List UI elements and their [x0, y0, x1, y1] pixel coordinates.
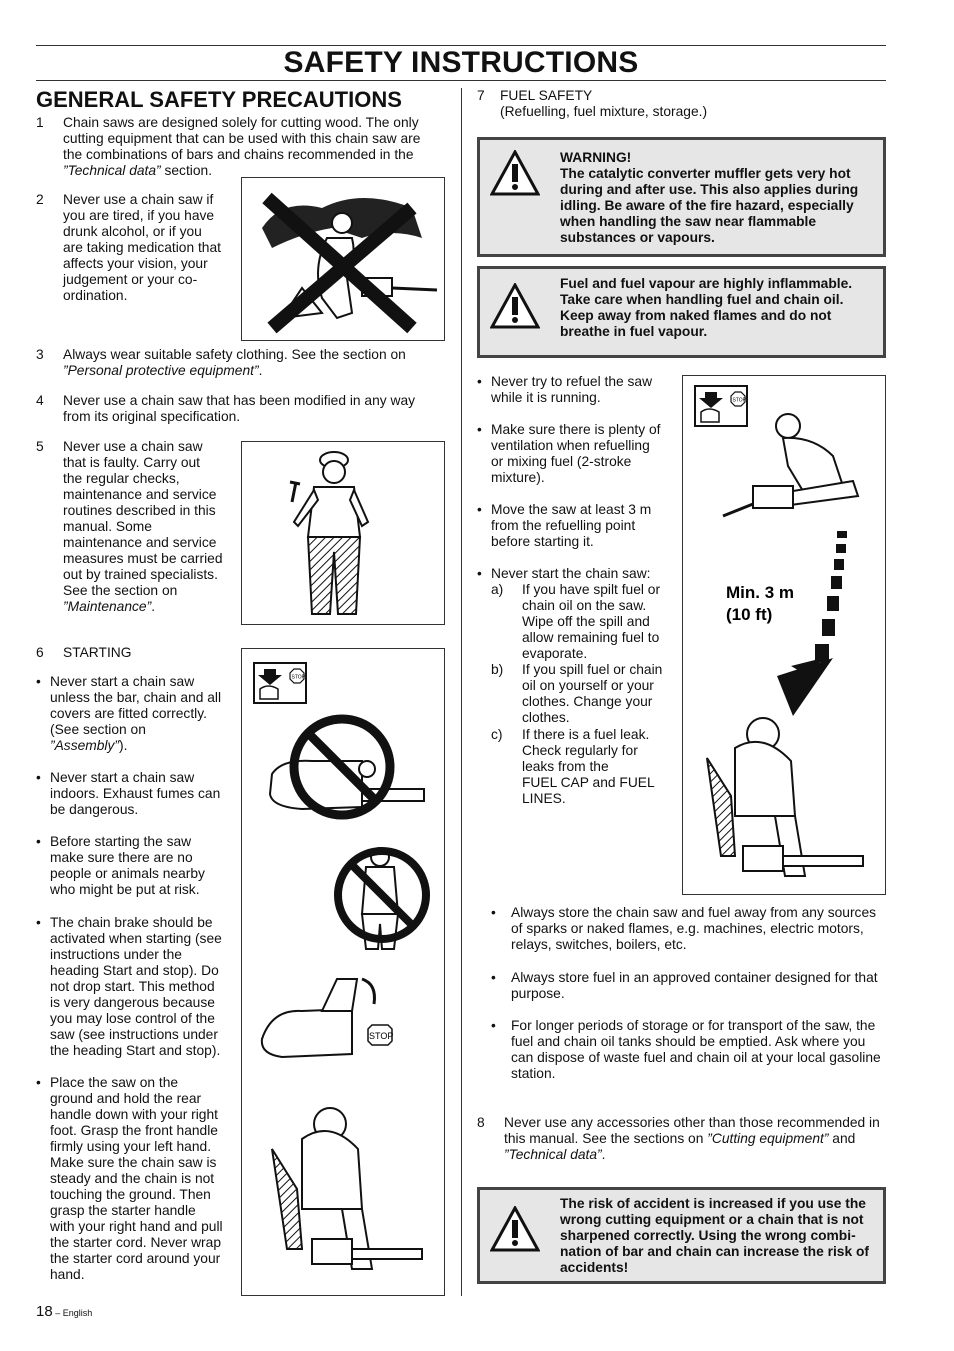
warning-triangle-icon: [490, 283, 540, 329]
distance-label: Min. 3 m: [726, 583, 795, 602]
warning-box-fuel: [477, 266, 886, 358]
page-number: 18 – English: [36, 1303, 93, 1320]
mechanic-illustration: [241, 441, 445, 625]
warning-box-catalytic: [477, 137, 886, 257]
distance-label-ft: (10 ft): [726, 605, 773, 624]
refuel-distance-illustration: [682, 375, 886, 895]
item-text: Chain saws are designed solely for cutting wood. The only cutting equipment that can be used with this chain saw are the combinations of bars and chains recommended in the: [63, 115, 421, 162]
stop-sign-text: STOP: [732, 397, 747, 404]
section-title: GENERAL SAFETY PRECAUTIONS: [36, 87, 402, 112]
warning-label: WARNING!: [560, 150, 632, 165]
warning-box-equipment: [477, 1187, 886, 1284]
page-title: SAFETY INSTRUCTIONS: [283, 46, 639, 79]
stop-sign-text: STOP: [291, 674, 306, 681]
item-number: 1: [36, 115, 44, 130]
warning-triangle-icon: [490, 1206, 540, 1252]
warning-triangle-icon: [490, 150, 540, 196]
column-divider: [461, 88, 462, 1296]
warning-text: Fuel and fuel vapour are highly inflammable. Take care when handling fuel and chain oil. Keep away from naked flames and do not breathe in fuel vapour.: [560, 276, 853, 339]
tired-user-illustration: [241, 177, 445, 341]
starting-illustrations: [241, 648, 445, 1296]
item-ref: ”Technical data”: [63, 163, 161, 178]
stop-sign-text: STOP: [369, 1031, 394, 1041]
title-bar: [36, 45, 886, 81]
warning-text: The catalytic converter muffler gets very hot during and after use. This also applies during idling. Be aware of the fire hazard, especially when handling the saw near flammable substances or vapours.: [560, 166, 859, 245]
warning-text: The risk of accident is increased if you use the wrong cutting equipment or a chain that is not sharpened correctly. Using the wrong combi-nation of bar and chain can increase the risk of accidents!: [560, 1196, 869, 1275]
